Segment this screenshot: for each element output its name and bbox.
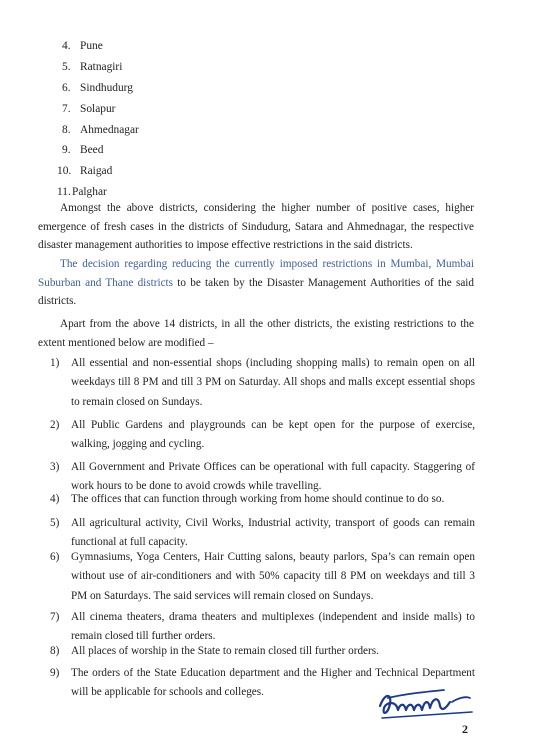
list-number: 7. bbox=[62, 102, 71, 115]
list-number: 1) bbox=[50, 357, 60, 369]
district-name: Solapur bbox=[80, 102, 116, 115]
list-item bbox=[0, 120, 558, 141]
list-number: 5. bbox=[62, 60, 71, 73]
list-text: All essential and non-essential shops (including shopping malls) to remain open on all weekdays till 8 PM and till 3 PM on Saturday. All shops and malls except essential shops to remain closed on Sundays. bbox=[71, 357, 475, 408]
district-name: Ahmednagar bbox=[80, 123, 139, 136]
page-number: 2 bbox=[462, 722, 468, 736]
district-name: Ratnagiri bbox=[80, 60, 123, 73]
list-item bbox=[0, 36, 558, 57]
list-text: All agricultural activity, Civil Works, Industrial activity, transport of goods can remain functional at full capacity. bbox=[71, 517, 475, 549]
list-text: All cinema theaters, drama theaters and multiplexes (independent and inside malls) to remain closed till further orders. bbox=[71, 611, 475, 643]
list-item bbox=[0, 140, 558, 161]
list-number: 7) bbox=[50, 611, 60, 623]
list-number: 10. bbox=[57, 165, 72, 178]
district-name: Pune bbox=[80, 40, 103, 52]
list-item bbox=[0, 99, 558, 120]
signature-image bbox=[374, 684, 474, 724]
list-number: 9. bbox=[62, 144, 71, 157]
list-item bbox=[0, 57, 558, 78]
list-number: 2) bbox=[50, 419, 60, 431]
list-text: All Public Gardens and playgrounds can be kept open for the purpose of exercise, walking, jogging and cycling. bbox=[71, 419, 475, 451]
list-item bbox=[0, 161, 558, 182]
list-number: 5) bbox=[50, 517, 60, 529]
district-name: Raigad bbox=[80, 165, 113, 178]
list-number: 6. bbox=[62, 81, 71, 94]
list-number: 4) bbox=[50, 493, 60, 505]
list-number: 9) bbox=[50, 667, 60, 679]
list-text: The offices that can function through working from home should continue to do so. bbox=[71, 493, 445, 505]
list-item bbox=[0, 78, 558, 99]
list-text: All places of worship in the State to remain closed till further orders. bbox=[71, 645, 379, 657]
list-text: Gymnasiums, Yoga Centers, Hair Cutting salons, beauty parlors, Spa’s can remain open without use of air-conditioners and with 50% capacity till 8 PM on weekdays and till 3 PM on Saturdays. The said services will remain closed on Sundays. bbox=[71, 551, 475, 602]
faded-text: The decision regarding reducing the currently imposed restrictions in Mumbai, Mumbai Suburban and Thane districts bbox=[38, 258, 474, 289]
list-text: The orders of the State Education department and the Higher and Technical Department will be applicable for schools and colleges. bbox=[71, 667, 475, 699]
paragraph-other-districts: Apart from the above 14 districts, in all the other districts, the existing restrictions to the extent mentioned below are modified – bbox=[38, 318, 474, 349]
district-list bbox=[0, 36, 558, 203]
list-number: 3) bbox=[50, 461, 60, 473]
paragraph-text: to be taken by the Disaster Management Authorities of the said districts. bbox=[38, 276, 474, 307]
paragraph-restrictions: Amongst the above districts, considering the higher number of positive cases, higher emergence of fresh cases in the districts of Sindudurg, Satara and Ahmednagar, the respective disaster management authorities to impose effective restrictions in the said districts. bbox=[38, 202, 474, 251]
district-name: Sindhudurg bbox=[80, 81, 133, 94]
district-name: Palghar bbox=[72, 186, 107, 199]
list-number: 4. bbox=[62, 40, 71, 52]
list-number: 8. bbox=[62, 123, 71, 136]
list-number: 6) bbox=[50, 551, 60, 563]
list-number: 11. bbox=[57, 186, 71, 199]
list-text: All Government and Private Offices can be operational with full capacity. Staggering of work hours to be done to avoid crowds while travelling. bbox=[71, 461, 475, 493]
paragraph-mumbai-decision bbox=[38, 255, 474, 311]
district-name: Beed bbox=[80, 144, 104, 157]
list-number: 8) bbox=[50, 645, 60, 657]
